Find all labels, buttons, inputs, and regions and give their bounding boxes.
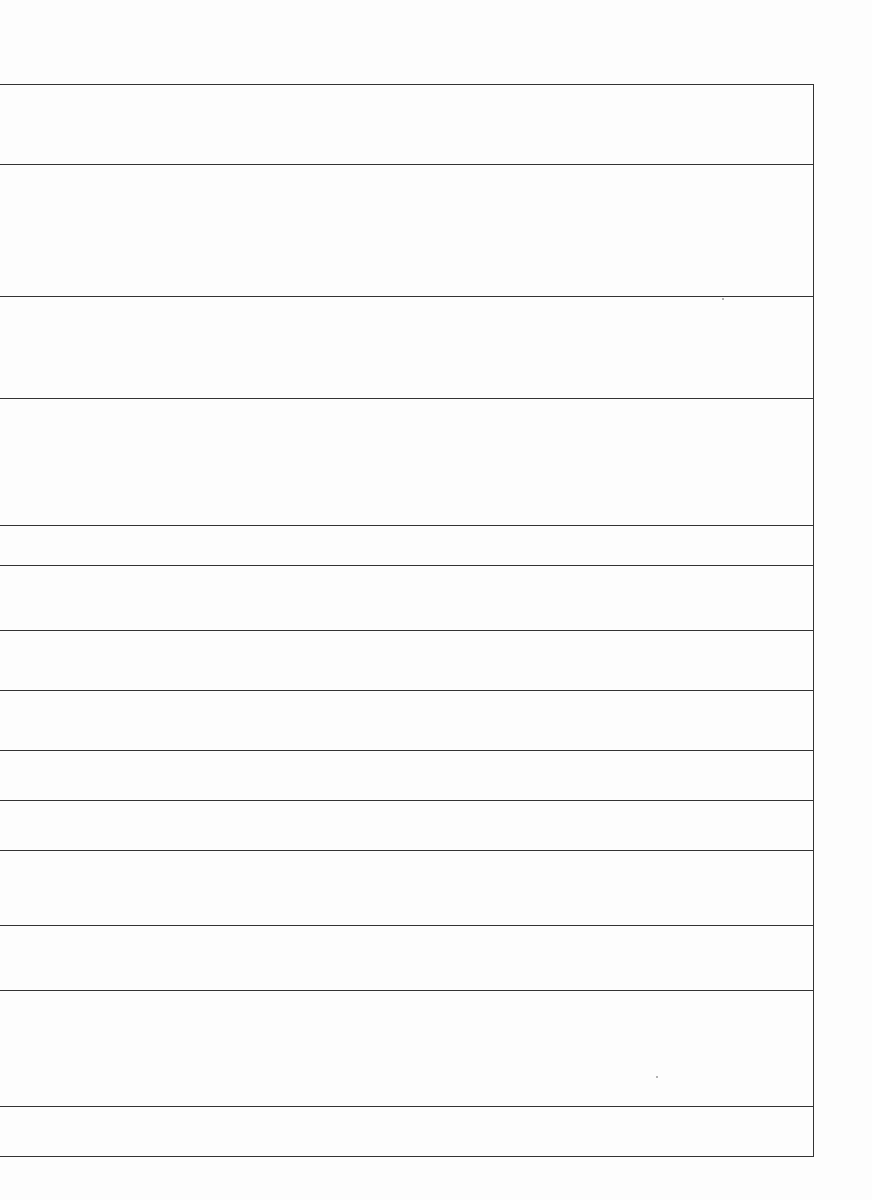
cell-sex bbox=[0, 526, 814, 566]
participants-table bbox=[0, 84, 814, 1157]
table-row-continuation bbox=[0, 85, 814, 1157]
cell-birth-date bbox=[0, 566, 814, 631]
cell-blank bbox=[0, 801, 814, 851]
cell-teacher bbox=[0, 991, 814, 1107]
cell-status bbox=[0, 851, 814, 926]
rotated-table-wrapper bbox=[84, 84, 814, 1156]
cell-score bbox=[0, 751, 814, 801]
cell-name bbox=[0, 297, 814, 399]
cell-patronymic bbox=[0, 399, 814, 526]
scan-speck bbox=[722, 298, 724, 300]
cell-disabled bbox=[0, 926, 814, 991]
cell-subject bbox=[0, 1107, 814, 1157]
cell-num bbox=[0, 85, 814, 165]
scan-speck bbox=[656, 1076, 658, 1078]
cell-grade-study bbox=[0, 631, 814, 691]
cell-grade-part bbox=[0, 691, 814, 751]
cell-surname bbox=[0, 165, 814, 297]
